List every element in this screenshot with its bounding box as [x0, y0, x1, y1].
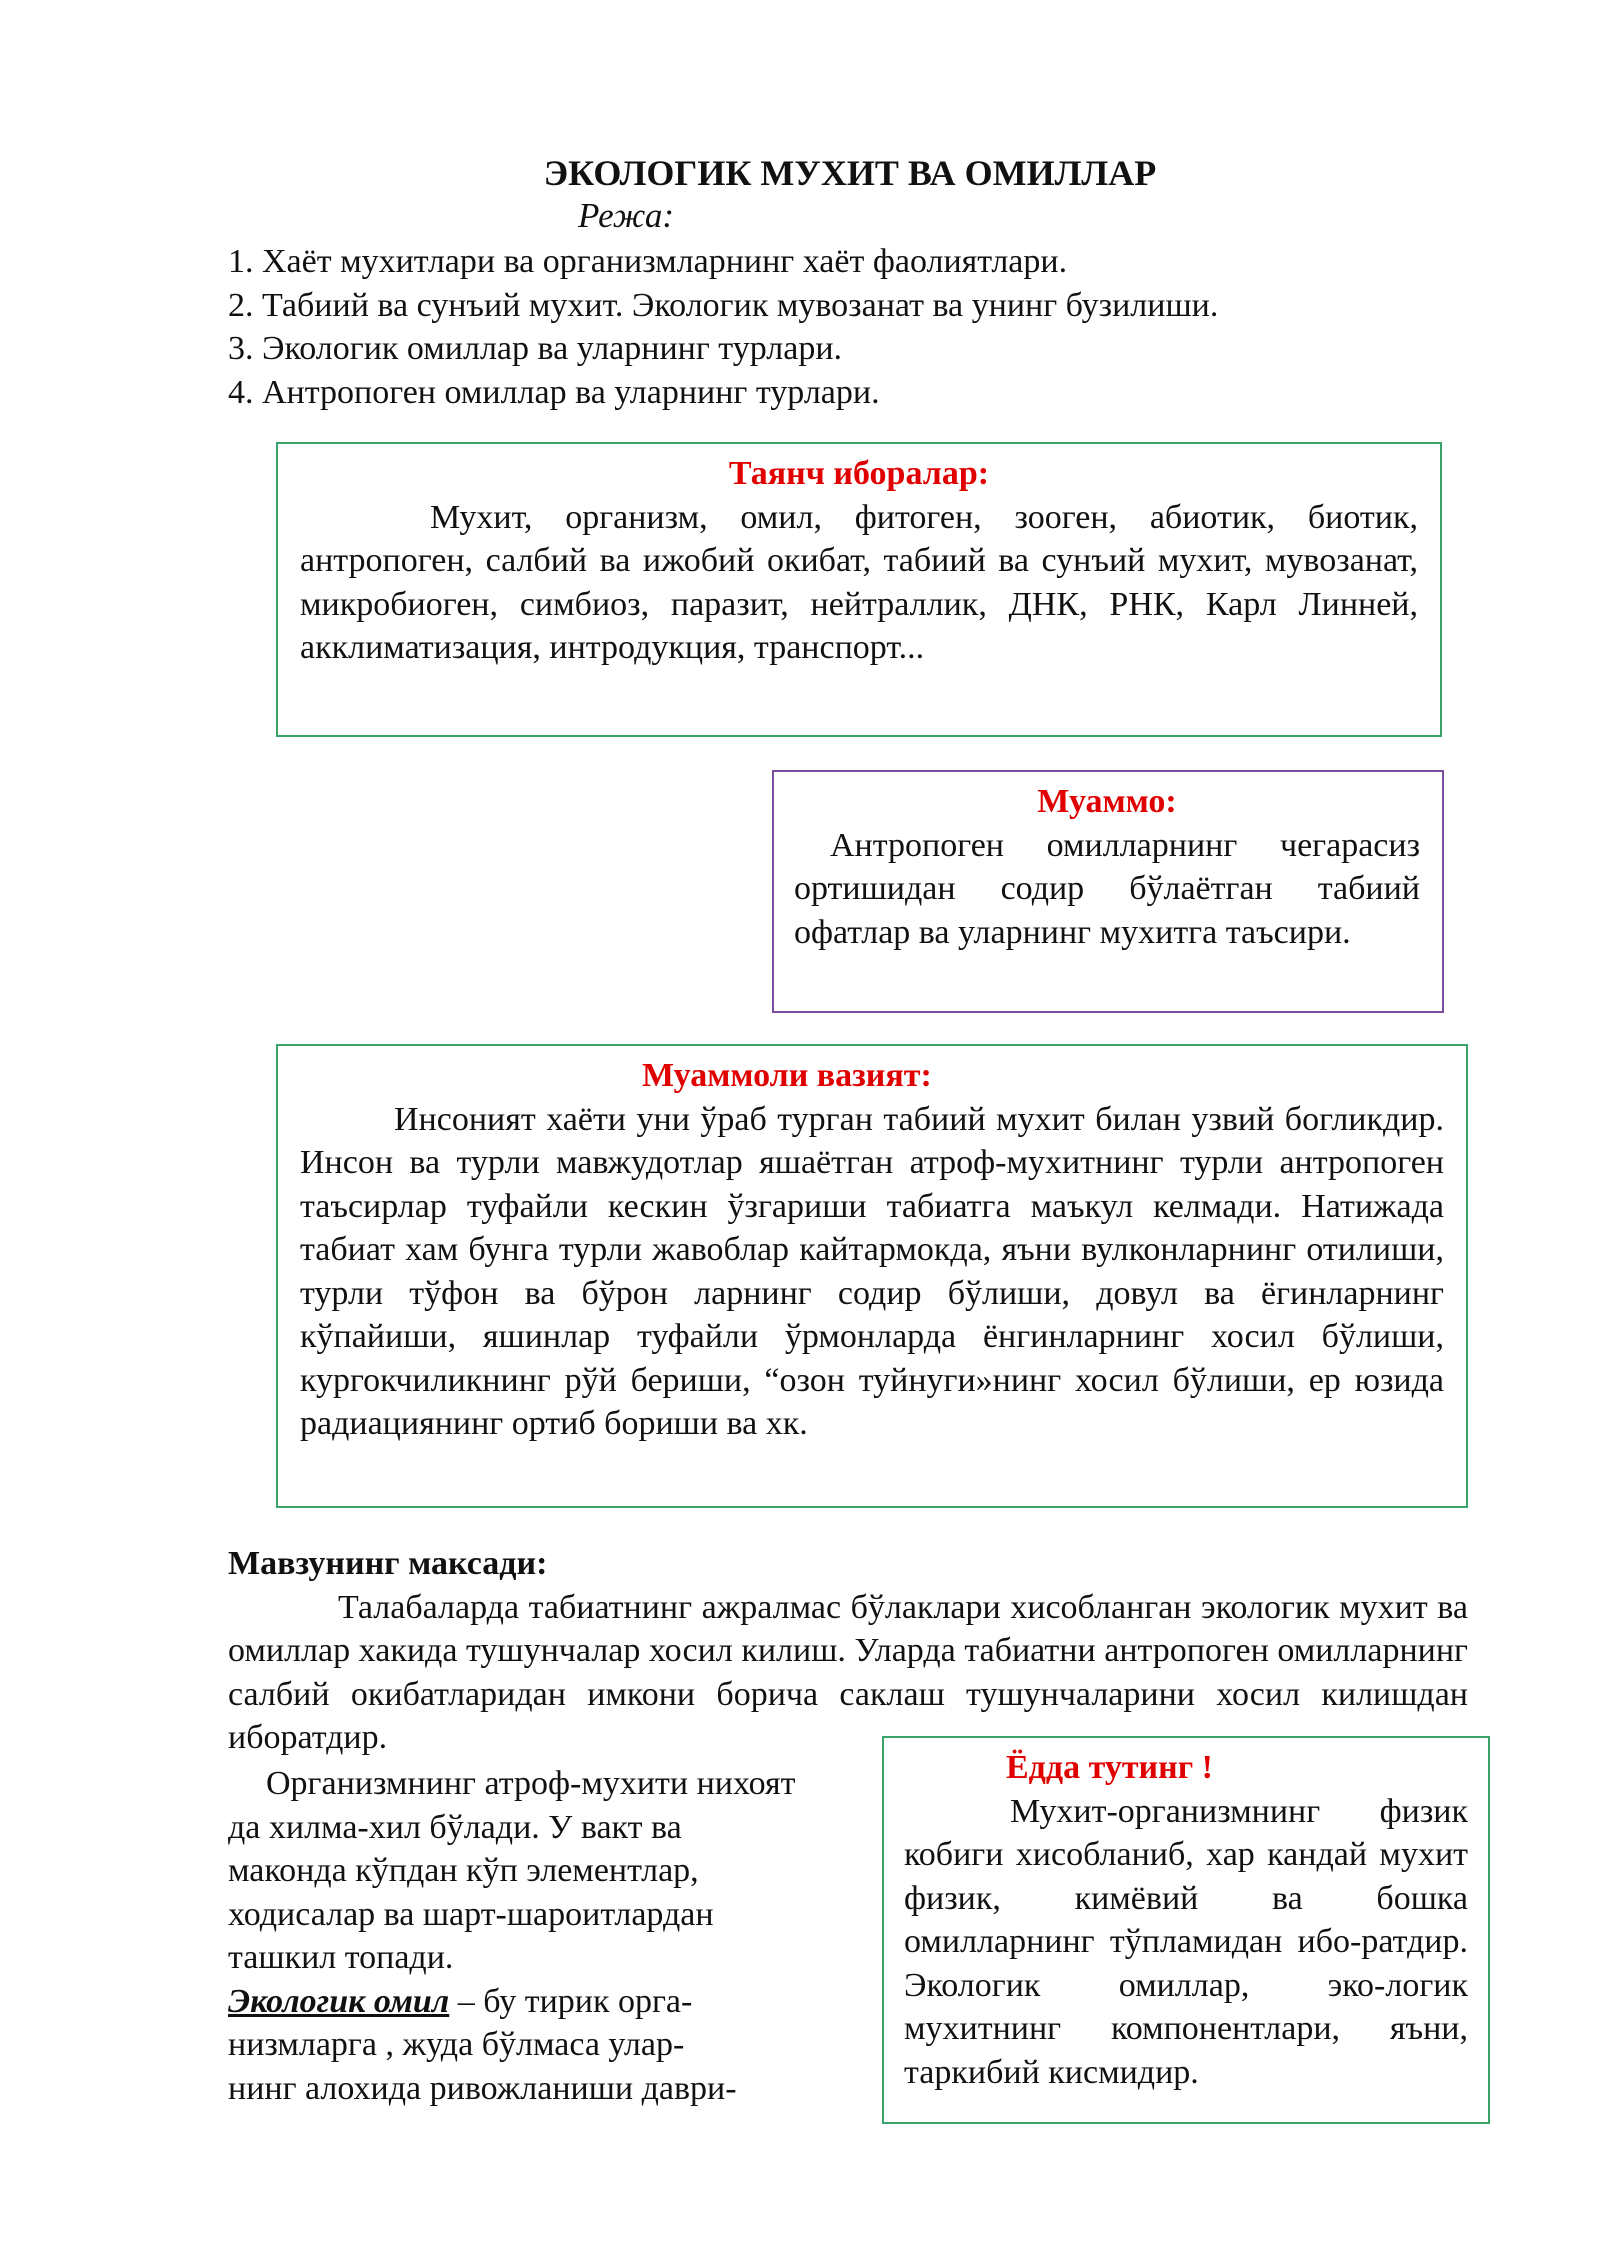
body-line: да хилма-хил бўлади. У вакт ва [228, 1808, 682, 1846]
problem-text: Антропоген омилларнинг чегарасиз ортишидан содир бўлаётган табиий офатлар ва уларнинг мухитга таъсири. [794, 826, 1420, 951]
remember-heading: Ёдда тутинг ! [1006, 1749, 1213, 1786]
problem-situation-text: Инсоният хаёти уни ўраб турган табиий мухит билан узвий богликдир. Инсон ва турли мавжудотлар яшаётган атроф-мухитнинг турли антропоген таъсирлар туфайли кескин ўзгариши табиатга маъкул келмади. Натижада табиат хам бунга турли жавоблар кайтармокда, яъни вулконларнинг отилиши, турли тўфон ва бўрон ларнинг содир бўлиши, довул ва ёгинларнинг кўпайиши, яшинлар туфайли ўрмонларда ёнгинларнинг хосил бўлиши, кургокчиликнинг рўй бериши, “озон туйнуги»нинг хосил бўлиши, ер юзида радиациянинг ортиб бориши ва хк. [300, 1100, 1444, 1442]
remember-text: Мухит-организмнинг физик кобиги хисобланиб, хар кандай мухит физик, кимёвий ва бошка омилларнинг тўпламидан ибо-ратдир. Экологик омиллар, эко-логик мухитнинг компонентлари, яъни, таркибий кисмидир. [904, 1792, 1468, 2091]
definition-term: Экологик омил [228, 1982, 450, 2020]
definition-line: низмларга , жуда бўлмаса улар- [228, 2026, 685, 2063]
body-line: маконда кўпдан кўп элементлар, [228, 1852, 699, 1889]
problem-box [772, 770, 1444, 1013]
goal-heading: Мавзунинг максади: [228, 1545, 548, 1582]
plan-label: Режа: [578, 196, 675, 235]
page-title: ЭКОЛОГИК МУХИТ ВА ОМИЛЛАР [543, 153, 1157, 193]
key-terms-box [276, 442, 1442, 737]
definition-line: нинг алохида ривожланиши даври- [228, 2069, 737, 2107]
problem-situation-box [276, 1044, 1468, 1508]
plan-item: 1. Хаёт мухитлари ва организмларнинг хаёт фаолиятлари. [228, 243, 1068, 280]
problem-situation-heading: Муаммоли вазият: [642, 1057, 932, 1094]
plan-item: 2. Табиий ва сунъий мухит. Экологик мувозанат ва унинг бузилиши. [228, 286, 1219, 324]
body-line: ташкил топади. [228, 1939, 454, 1976]
plan-item: 3. Экологик омиллар ва уларнинг турлари. [228, 330, 843, 367]
body-line: Организмнинг атроф-мухити нихоят [266, 1765, 796, 1802]
problem-heading: Муаммо: [1037, 783, 1177, 820]
plan-list [228, 240, 1218, 414]
key-terms-text: Мухит, организм, омил, фитоген, зооген, абиотик, биотик, антропоген, салбий ва ижобий окибат, табиий ва сунъий мухит, мувозанат, микробиоген, симбиоз, паразит, нейтраллик, ДНК, РНК, Карл Линней, акклиматизация, интродукция, транспорт... [300, 498, 1418, 666]
definition-line [228, 1980, 868, 2024]
body-text [228, 1762, 868, 2110]
goal-text: Талабаларда табиатнинг ажралмас бўлаклари хисобланган экологик мухит ва омиллар хакида тушунчалар хосил килиш. Уларда табиатни антропоген омилларнинг салбий окибатларидан имкони борича саклаш тушунчаларини хосил килишдан иборатдир. [228, 1588, 1468, 1756]
goal-section [228, 1542, 1468, 1760]
plan-item: 4. Антропоген омиллар ва уларнинг турлари. [228, 373, 880, 411]
key-terms-heading: Таянч иборалар: [728, 455, 990, 492]
body-line: ходисалар ва шарт-шароитлардан [228, 1895, 714, 1933]
remember-box [882, 1736, 1490, 2124]
definition-rest: – бу тирик орга- [449, 1982, 693, 2020]
